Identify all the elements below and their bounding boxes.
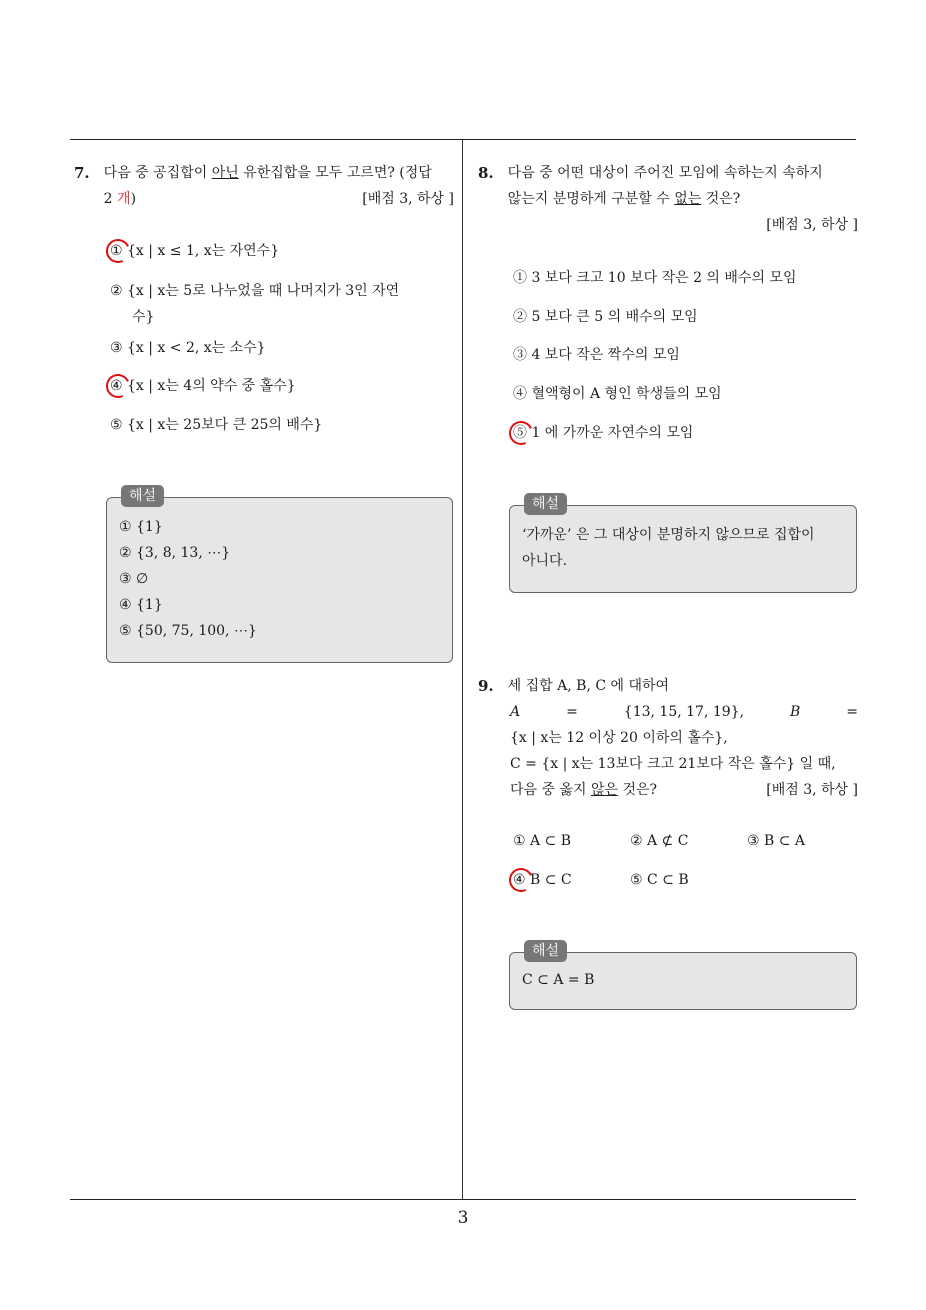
option-3[interactable]: ③ {x | x < 2, x는 소수} bbox=[110, 340, 266, 356]
explanation-tag: 해설 bbox=[121, 485, 164, 507]
column-divider bbox=[462, 140, 463, 1200]
explanation-tag: 해설 bbox=[524, 940, 567, 962]
option-3[interactable]: ③ 4 보다 작은 짝수의 모임 bbox=[513, 347, 680, 363]
score-label: [배점 3, 하상 ] bbox=[766, 217, 858, 233]
explanation-box bbox=[509, 496, 857, 593]
top-rule bbox=[70, 139, 856, 140]
option-5[interactable]: ⑤ {x | x는 25보다 큰 25의 배수} bbox=[110, 417, 323, 433]
question-text: 다음 중 어떤 대상이 주어진 모임에 속하는지 속하지 않는지 분명하게 구분할 수 없는 것은? [배점 3, 하상 ] bbox=[507, 165, 858, 233]
option-1[interactable]: ① 3 보다 크고 10 보다 작은 2 의 배수의 모임 bbox=[513, 270, 797, 286]
option-4[interactable]: ④ B ⊂ C bbox=[513, 872, 572, 888]
score-label: [배점 3, 하상 ] bbox=[766, 782, 858, 798]
explanation-tag: 해설 bbox=[524, 493, 567, 515]
explanation-line: ④ {1} bbox=[119, 597, 163, 613]
option-2-cont: 수} bbox=[132, 309, 155, 325]
option-2[interactable]: ② {x | x는 5로 나누었을 때 나머지가 3인 자연 bbox=[110, 283, 400, 299]
explanation-line: ⑤ {50, 75, 100, ⋯} bbox=[119, 623, 257, 639]
question-text-line: 다음 중 옳지 않은 것은? [배점 3, 하상 ] bbox=[510, 777, 858, 803]
question-text-line: {x | x는 12 이상 20 이하의 홀수}, bbox=[510, 730, 728, 746]
page-number: 3 bbox=[457, 1208, 469, 1228]
question-text-line: A = {13, 15, 17, 19}, B = bbox=[510, 704, 858, 720]
question-number: 7. bbox=[74, 164, 90, 182]
explanation-line: ‘가까운’ 은 그 대상이 분명하지 않으므로 집합이 bbox=[522, 527, 815, 543]
question-text-line: C = {x | x는 13보다 크고 21보다 작은 홀수} 일 때, bbox=[510, 756, 836, 772]
explanation-line: ③ ∅ bbox=[119, 571, 149, 587]
option-2[interactable]: ② 5 보다 큰 5 의 배수의 모임 bbox=[513, 309, 698, 325]
option-5[interactable]: ⑤ 1 에 가까운 자연수의 모임 bbox=[513, 425, 694, 441]
bottom-rule bbox=[70, 1199, 856, 1200]
explanation-line: ② {3, 8, 13, ⋯} bbox=[119, 545, 231, 561]
option-3[interactable]: ③ B ⊂ A bbox=[747, 833, 806, 849]
explanation-line: 아니다. bbox=[522, 553, 568, 569]
question-text: 세 집합 A, B, C 에 대하여 bbox=[507, 678, 670, 694]
option-1[interactable]: ① A ⊂ B bbox=[513, 833, 572, 849]
option-2[interactable]: ② A ⊄ C bbox=[630, 833, 689, 849]
question-8 bbox=[478, 160, 858, 238]
question-number: 8. bbox=[478, 164, 494, 182]
option-1[interactable]: ① {x | x ≤ 1, x는 자연수} bbox=[110, 243, 280, 259]
explanation-box bbox=[509, 943, 857, 1010]
option-5[interactable]: ⑤ C ⊂ B bbox=[630, 872, 689, 888]
question-text: 다음 중 공집합이 아닌 유한집합을 모두 고르면? (정답 2 개) [배점 3, 하상 ] bbox=[104, 160, 454, 212]
option-4[interactable]: ④ {x | x는 4의 약수 중 홀수} bbox=[110, 378, 296, 394]
explanation-box bbox=[106, 488, 453, 663]
question-number: 9. bbox=[478, 677, 494, 695]
score-label: [배점 3, 하상 ] bbox=[362, 191, 454, 207]
question-9 bbox=[478, 673, 858, 699]
explanation-line: ① {1} bbox=[119, 519, 163, 535]
explanation-line: C ⊂ A = B bbox=[522, 972, 595, 988]
option-4[interactable]: ④ 혈액형이 A 형인 학생들의 모임 bbox=[513, 386, 722, 402]
question-7 bbox=[74, 160, 454, 212]
